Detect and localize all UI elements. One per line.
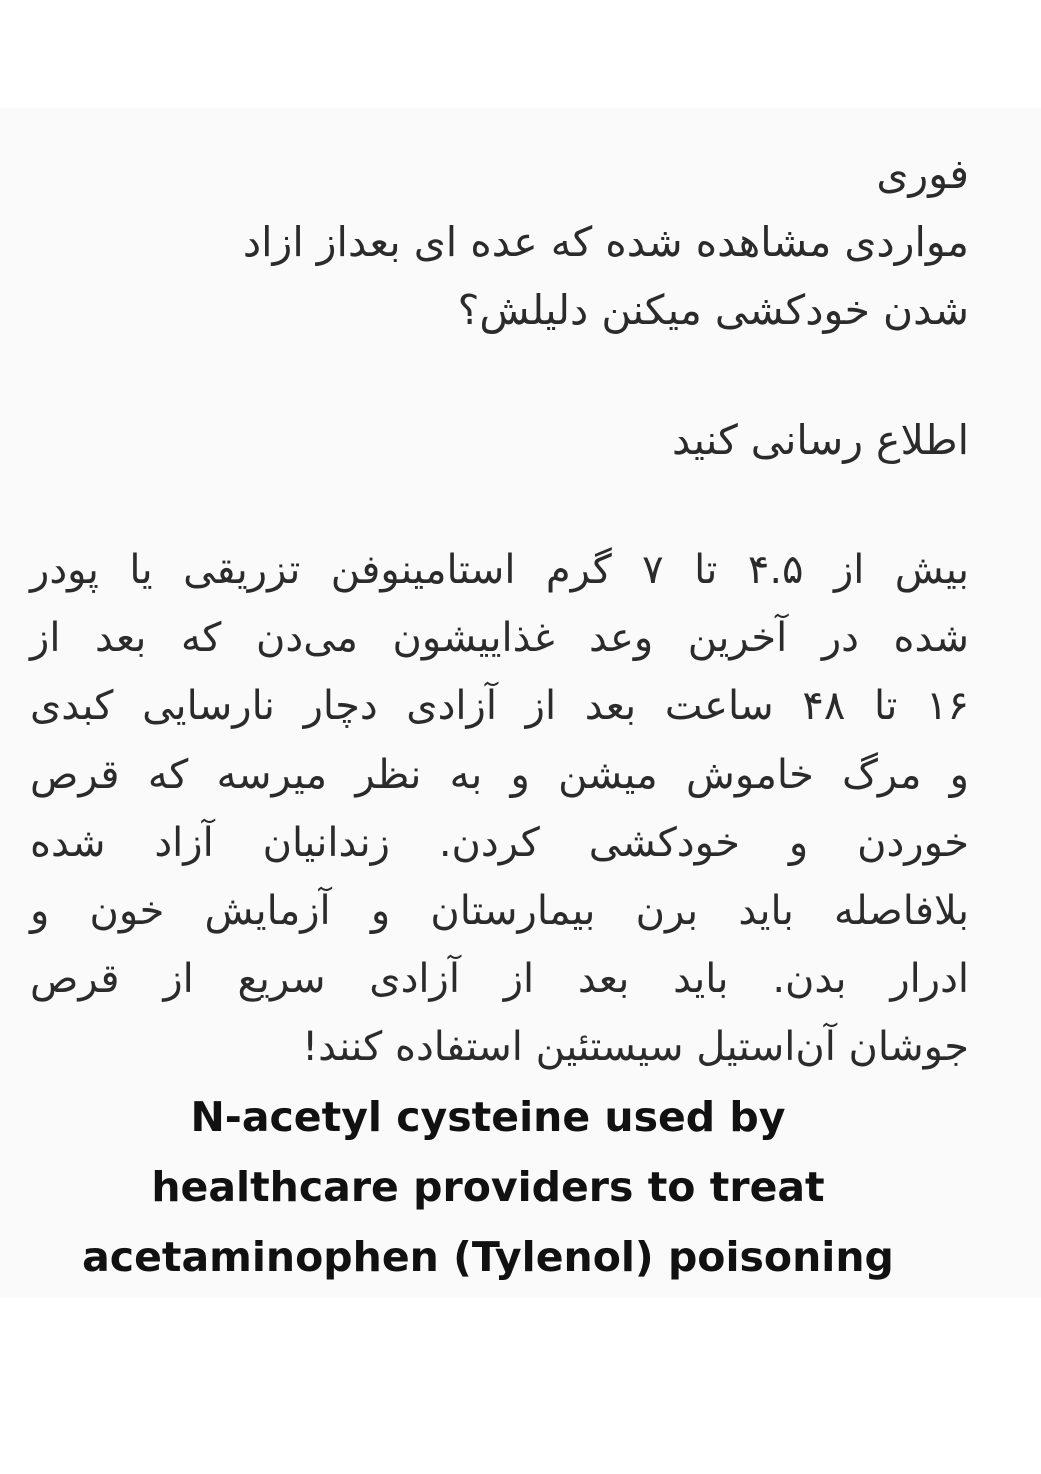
header-line-urgent: فوری [876, 150, 969, 198]
body-line: شده در آخرین وعد غذاییشون می‌دن که بعد از [30, 615, 969, 662]
caption-line: healthcare providers to treat [151, 1163, 825, 1211]
message-header [0, 140, 1041, 344]
body-line: ۱۶ تا ۴۸ ساعت بعد از آزادی دچار نارسایی کبدی [30, 683, 970, 730]
body-line: و مرگ خاموش میشن و به نظر میرسه که قرص [30, 751, 969, 798]
body-line: بلافاصله باید برن بیمارستان و آزمایش خون و [30, 888, 969, 935]
body-line: ادرار بدن. باید بعد از آزادی سریع از قرص [30, 956, 969, 1003]
body-line: بیش از ۴.۵ تا ۷ گرم استامینوفن تزریقی یا پودر [30, 547, 969, 593]
caption-line: acetaminophen (Tylenol) poisoning [82, 1233, 894, 1281]
notice-line [0, 406, 1041, 474]
header-line: مواردی مشاهده شده که عده ای بعداز ازاد [242, 218, 969, 266]
body-line: خوردن و خودکشی کردن. زندانیان آزاد شده [30, 819, 969, 866]
body-line: جوشان آن‌استیل سیستئین استفاده کنند! [302, 1024, 969, 1071]
message-body [0, 536, 1041, 1082]
english-caption [0, 1082, 976, 1292]
header-line: شدن خودکشی میکنن دلیلش؟ [457, 286, 969, 334]
notice-text: اطلاع رسانی کنید [671, 416, 969, 464]
caption-line: N-acetyl cysteine used by [190, 1093, 786, 1141]
